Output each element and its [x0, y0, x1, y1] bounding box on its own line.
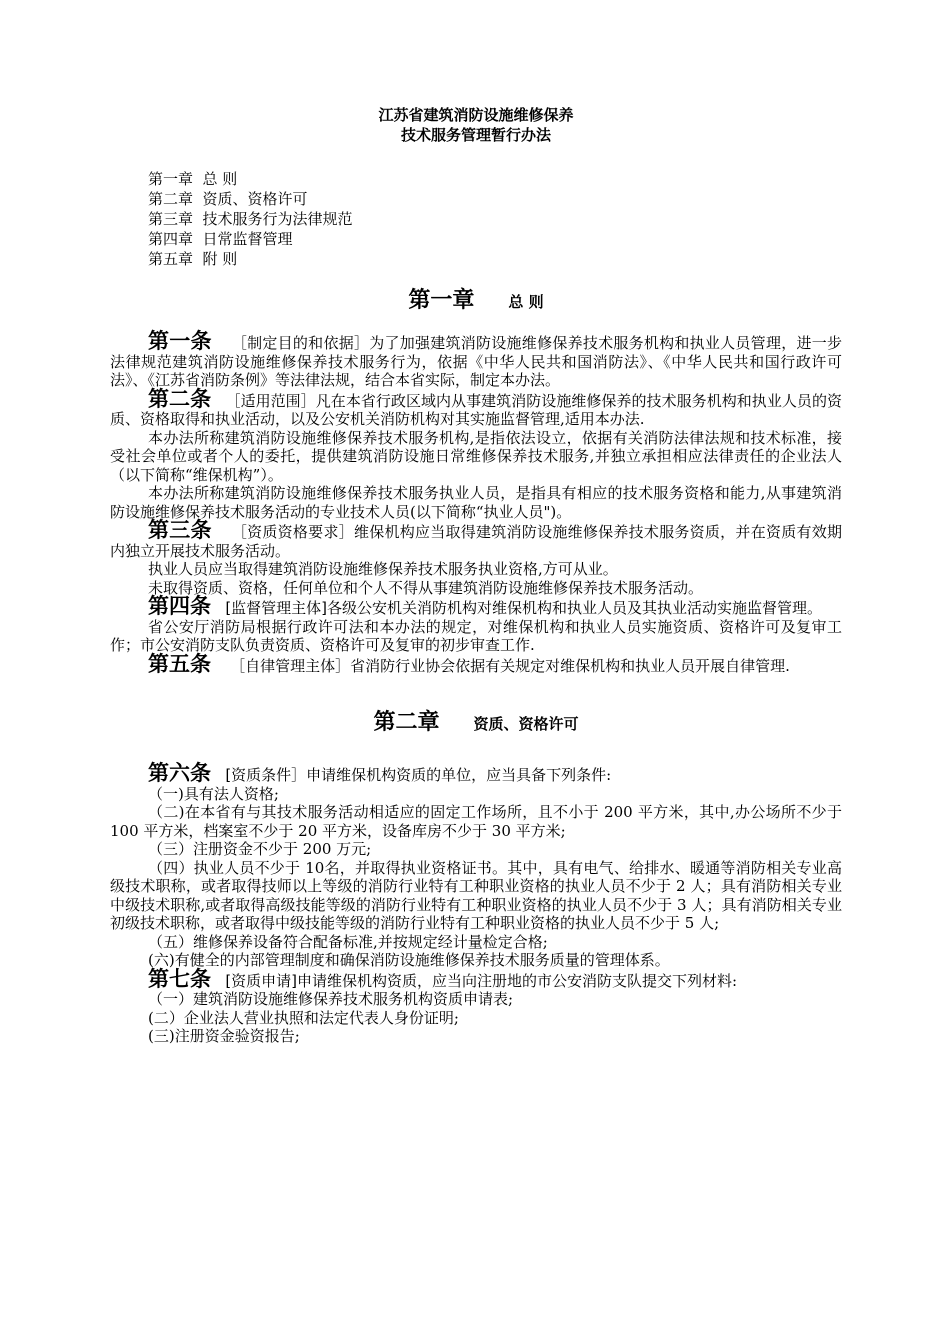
article-topic: ［自律管理主体］ [230, 656, 351, 675]
list-item: （二)在本省有与其技术服务活动相适应的固定工作场所，且不小于 200 平方米，其中,办公场所不少于 100 平方米，档案室不少于 20 平方米，设备库房不少于 30 平方米; [110, 803, 842, 840]
chapter-heading-2 [110, 705, 842, 736]
article-label: 第四条 [148, 594, 211, 618]
chapter-heading-1 [110, 283, 842, 314]
article-label: 第七条 [148, 966, 211, 991]
title-line-2: 技术服务管理暂行办法 [400, 126, 551, 144]
article-4 [110, 594, 842, 618]
chapter-number: 第二章 [373, 710, 440, 735]
article-text: 为了加强建筑消防设施维修保养技术服务机构和执业人员管理，进一步法律规范建筑消防设施维修保养技术服务行为，依据《中华人民共和国消防法》、《中华人民共和国行政许可法》、《江苏省消防条例》等法律法规，结合本省实际，制定本办法。 [110, 334, 842, 389]
chapter-name: 总 则 [508, 293, 544, 311]
article-label: 第一条 [148, 329, 212, 353]
article-text: 维保机构应当取得建筑消防设施维修保养技术服务资质，并在资质有效期内独立开展技术服务活动。 [110, 523, 842, 560]
article-label: 第六条 [148, 761, 211, 785]
toc-item: 第三章 技术服务行为法律规范 [148, 210, 353, 228]
paragraph: 省公安厅消防局根据行政许可法和本办法的规定，对维保机构和执业人员实施资质、资格许可及复审工作；市公安消防支队负责资质、资格许可及复审的初步审查工作. [110, 617, 842, 654]
paragraph: 本办法所称建筑消防设施维修保养技术服务执业人员，是指具有相应的技术服务资格和能力,从事建筑消防设施维修保养技术服务活动的专业技术人员(以下简称“执业人员")。 [110, 484, 842, 521]
article-7 [110, 966, 842, 991]
list-item: (三)注册资金验资报告; [148, 1027, 300, 1045]
table-of-contents [110, 169, 842, 269]
toc-item: 第一章 总 则 [148, 170, 238, 188]
paragraph: 本办法所称建筑消防设施维修保养技术服务机构,是指依法设立，依据有关消防法律法规和技术标准，接受社会单位或者个人的委托，提供建筑消防设施日常维修保养技术服务,并独立承担相应法律责任的企业法人（以下简称“维保机构”）。 [110, 428, 842, 484]
article-topic: [资质条件］ [225, 766, 307, 784]
toc-item: 第二章 资质、资格许可 [148, 190, 308, 208]
article-3 [110, 518, 842, 560]
list-item: （一)具有法人资格; [148, 784, 279, 803]
chapter-number: 第一章 [408, 288, 475, 313]
list-item: （三）注册资金不少于 200 万元; [148, 840, 372, 858]
article-topic: ［资质资格要求］ [231, 523, 354, 541]
chapter-name: 资质、资格许可 [473, 715, 579, 733]
document-title [110, 105, 842, 145]
paragraph: 执业人员应当取得建筑消防设施维修保养技术服务执业资格,方可从业。 [148, 560, 618, 578]
article-text: 申请维保机构资质，应当向注册地的市公安消防支队提交下列材料: [297, 971, 738, 990]
title-line-1: 江苏省建筑消防设施维修保养 [378, 106, 574, 124]
list-item: （一）建筑消防设施维修保养技术服务机构资质申请表; [148, 990, 514, 1008]
article-1 [110, 329, 842, 390]
list-item: (六)有健全的内部管理制度和确保消防设施维修保养技术服务质量的管理体系。 [148, 951, 670, 969]
list-item: （四）执业人员不少于 10名，并取得执业资格证书。其中，具有电气、给排水、暖通等消防相关专业高级技术职称，或者取得技师以上等级的消防行业特有工种职业资格的执业人员不少于 2 人；具有消防相关专业中级技术职称,或者取得高级技能等级的消防行业特有工种职业资格的执业人员不少于 3 人；具有消防相关专业初级技术职称，或者取得中级技能等级的消防行业特有工种职业资格的执业人员不少于 5 人; [110, 858, 842, 932]
article-label: 第三条 [148, 518, 212, 542]
article-topic: ［适用范围］ [225, 391, 316, 410]
article-6 [110, 761, 842, 785]
list-item: (二）企业法人营业执照和法定代表人身份证明; [148, 1008, 459, 1027]
article-label: 第二条 [148, 386, 212, 411]
paragraph: 未取得资质、资格，任何单位和个人不得从事建筑消防设施维修保养技术服务活动。 [148, 578, 704, 597]
article-topic: [资质申请] [225, 971, 298, 990]
article-5 [110, 651, 842, 676]
article-2 [110, 386, 842, 429]
list-item: （五）维修保养设备符合配备标准,并按规定经计量检定合格; [148, 932, 548, 951]
document-page [110, 105, 842, 1046]
article-topic: ［制定目的和依据］ [231, 334, 370, 352]
article-topic: [监督管理主体] [225, 599, 328, 617]
article-text: 申请维保机构资质的单位，应当具备下列条件: [306, 766, 612, 784]
toc-item: 第四章 日常监督管理 [148, 230, 293, 248]
article-text: 凡在本省行政区域内从事建筑消防设施维修保养的技术服务机构和执业人员的资质、资格取得和执业活动，以及公安机关消防机构对其实施监督管理,适用本办法. [110, 391, 842, 428]
article-text: 各级公安机关消防机构对维保机构和执业人员及其执业活动实施监督管理。 [327, 599, 823, 617]
article-text: 省消防行业协会依据有关规定对维保机构和执业人员开展自律管理. [350, 656, 790, 675]
article-label: 第五条 [148, 651, 211, 676]
toc-item: 第五章 附 则 [148, 250, 238, 268]
